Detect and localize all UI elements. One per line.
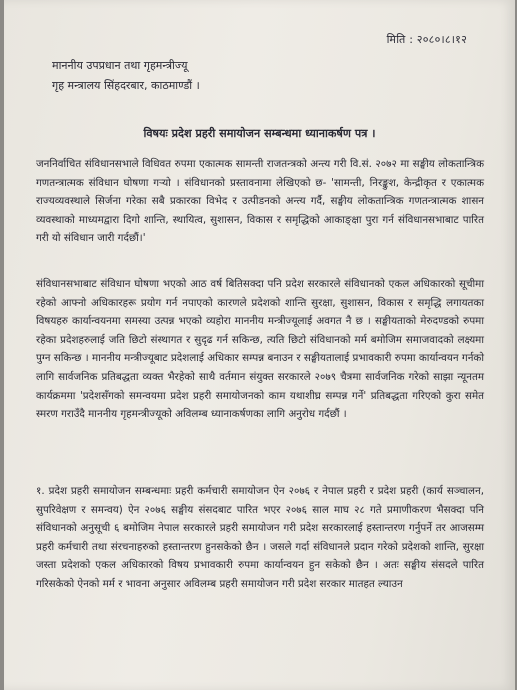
letter-date: मिति : २०८०।८।१२ (386, 33, 467, 46)
body-paragraph-3: १. प्रदेश प्रहरी समायोजन सम्बन्धमाः प्रहरी कर्मचारी समायोजन ऐन २०७६ र नेपाल प्रहरी र प्रदेश प्रहरी (कार्य सञ्चालन, सुपरिवेक्षण र समन्वय) ऐन २०७६ सङ्घीय संसदबाट पारित भएर २०७६ साल माघ २८ गते प्रमाणीकरण भैसक्दा पनि संविधानको अनुसूची ६ बमोजिम नेपाल सरकारले प्रहरी समायोजन गरी प्रदेश सरकारलाई हस्तान्तरण गर्नुपर्ने तर आजसम्म प्रहरी कर्मचारी तथा संरचनाहरुको हस्तान्तरण हुनसकेको छैन । जसले गर्दा संविधानले प्रदान गरेको प्रदेशको शान्ति, सुरक्षा जस्ता प्रदेशको एकल अधिकारको विषय प्रभावकारी रुपमा कार्यान्वयन हुन सकेको छैन । अतः सङ्घीय संसदले पारित गरिसकेको ऐनको मर्म र भावना अनुसार अविलम्ब प्रहरी समायोजन गरी प्रदेश सरकार मातहत ल्याउन (36, 485, 484, 590)
recipient-title: माननीय उपप्रधान तथा गृहमन्त्रीज्यू (52, 59, 188, 72)
recipient-address: गृह मन्त्रालय सिंहदरबार, काठमाण्डौं । (52, 79, 200, 92)
letter-paper (4, 0, 515, 690)
body-paragraph-2: संविधानसभाबाट संविधान घोषणा भएको आठ वर्ष बितिसक्दा पनि प्रदेश सरकारले संविधानको एकल अधिकारको सूचीमा रहेको आफ्नो अधिकारहरू प्रयोग गर्न नपाएको कारणले प्रदेशको शान्ति सुरक्षा, सुशासन, विकास र समृद्धि लगायतका विषयहरु कार्यान्वयनमा समस्या उत्पन्न भएको व्यहोरा माननीय मन्त्रीज्यूलाई अवगत नै छ । सङ्घीयताको मेरुदण्डको रुपमा रहेका प्रदेशहरुलाई जति छिटो संस्थागत र सुदृढ गर्न सकिन्छ, त्यति छिटो संविधानको मर्म बमोजिम समाजवादको लक्ष्यमा पुग्न सकिन्छ । माननीय मन्त्रीज्यूबाट प्रदेशलाई अधिकार सम्पन्न बनाउन र सङ्घीयतालाई प्रभावकारी रुपमा कार्यान्वयन गर्नको लागि सार्वजनिक प्रतिबद्धता व्यक्त भैरहेको साथै वर्तमान संयुक्त सरकारले २०७९ चैत्रमा सार्वजनिक गरेको साझा न्यूनतम कार्यक्रममा 'प्रदेशसँगको समन्वयमा प्रदेश प्रहरी समायोजनको काम यथाशीघ्र सम्पन्न गर्ने' प्रतिबद्धता गरिएको कुरा समेत स्मरण गराउँदै माननीय गृहमन्त्रीज्यूको अविलम्ब ध्यानाकर्षणका लागि अनुरोध गर्दछौं । (36, 278, 484, 421)
letter-subject: विषयः प्रदेश प्रहरी समायोजन सम्बन्धमा ध्यानाकर्षण पत्र । (143, 127, 376, 140)
body-paragraph-1: जननिर्वाचित संविधानसभाले विधिवत रुपमा एकात्मक सामन्ती राजतन्त्रको अन्त्य गरी वि.सं. २०७२ मा सङ्घीय लोकतान्त्रिक गणतन्त्रात्मक संविधान घोषणा गर्‍यो । संविधानको प्रस्तावनामा लेखिएको छ- 'सामन्ती, निरङ्कुश, केन्द्रीकृत र एकात्मक राज्यव्यवस्थाले सिर्जना गरेका सबै प्रकारका विभेद र उत्पीडनको अन्त्य गर्दै, सङ्घीय लोकतान्त्रिक गणतन्त्रात्मक शासन व्यवस्थाको माध्यमद्वारा दिगो शान्ति, स्थायित्व, सुशासन, विकास र समृद्धिको आकाङ्क्षा पुरा गर्न संविधानसभाबाट पारित गरी यो संविधान जारी गर्दछौं।' (36, 158, 484, 245)
